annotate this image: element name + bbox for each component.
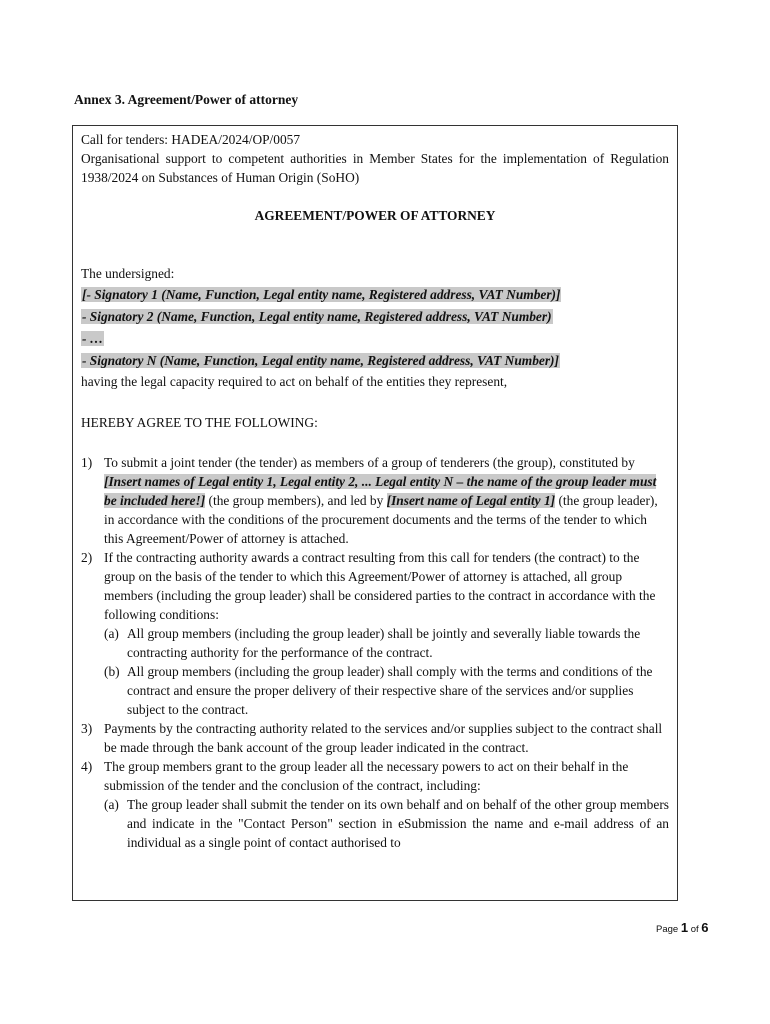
term-2b-text: All group members (including the group leader) shall comply with the terms and conditions of the contract and ensure the proper delivery of their respective share of the services and/or supplies subject to the contract.: [127, 664, 653, 717]
total-pages: 6: [701, 920, 709, 935]
of-word: of: [690, 924, 699, 935]
agreement-clause-heading: HEREBY AGREE TO THE FOLLOWING:: [81, 415, 318, 430]
call-subject: Organisational support to competent authorities in Member States for the implementation of Regulation 1938/2024 on Substances of Human Origin (SoHO): [81, 151, 669, 185]
term-number: 2): [81, 550, 93, 565]
agreement-title: AGREEMENT/POWER OF ATTORNEY: [254, 208, 496, 223]
call-reference: Call for tenders: HADEA/2024/OP/0057: [81, 132, 301, 147]
term-4a-text: The group leader shall submit the tender on its own behalf and on behalf of the other group members and indicate in the "Contact Person" section in eSubmission the name and e-mail address of an individual as a single point of contact authorised to: [127, 797, 669, 850]
signatory-1-placeholder: [- Signatory 1 (Name, Function, Legal entity name, Registered address, VAT Number)]: [82, 287, 561, 302]
term-2: [81, 548, 669, 719]
term-number: 1): [81, 455, 93, 470]
term-2-text: If the contracting authority awards a contract resulting from this call for tenders (the contract) to the group on the basis of the tender to which this Agreement/Power of attorney is attached, all group members (including the group leader) shall be considered parties to the contract in accordance with the following conditions:: [104, 550, 656, 622]
term-4: [81, 757, 669, 852]
term-number: 4): [81, 759, 93, 774]
signatory-n: [81, 350, 669, 372]
term-1: [81, 453, 669, 548]
term-1-text-c: (the group leader), in accordance with the conditions of the procurement documents and the terms of the tender to which this Agreement/Power of attorney is attached.: [104, 493, 658, 546]
term-1-text-b: (the group members), and led by: [205, 493, 387, 508]
agreement-box: [72, 125, 678, 901]
term-number: 3): [81, 721, 93, 736]
signatory-1: [81, 284, 669, 306]
term-4a: [104, 795, 669, 852]
term-3: [81, 719, 669, 757]
term-2a: [104, 624, 669, 662]
page-heading: Annex 3. Agreement/Power of attorney: [74, 92, 299, 107]
term-4-sublist: [104, 795, 669, 852]
page-word: Page: [656, 924, 679, 935]
signatory-n-placeholder: - Signatory N (Name, Function, Legal entity name, Registered address, VAT Number)]: [82, 353, 559, 368]
signatory-ellipsis: [81, 328, 669, 350]
undersigned-label: The undersigned:: [81, 266, 175, 281]
term-1-text-a: To submit a joint tender (the tender) as members of a group of tenderers (the group), constituted by: [104, 455, 635, 470]
subterm-label: (a): [104, 626, 119, 641]
term-4-text: The group members grant to the group leader all the necessary powers to act on their behalf in the submission of the tender and the conclusion of the contract, including:: [104, 759, 629, 793]
term-2-sublist: [104, 624, 669, 719]
subterm-label: (a): [104, 797, 119, 812]
term-2b: [104, 662, 669, 719]
group-leader-placeholder: [Insert name of Legal entity 1]: [386, 493, 556, 508]
term-3-text: Payments by the contracting authority related to the services and/or supplies subject to the contract shall be made through the bank account of the group leader indicated in the contract.: [104, 721, 663, 755]
legal-capacity-text: having the legal capacity required to act on behalf of the entities they represent,: [81, 374, 508, 389]
current-page: 1: [680, 920, 689, 935]
signatory-ellipsis-placeholder: - …: [82, 331, 104, 346]
terms-list: [81, 453, 669, 852]
group-members-placeholder: [Insert names of Legal entity 1, Legal entity 2, ... Legal entity N – the name of the group leader must be included here!]: [104, 474, 657, 508]
signatory-2: [81, 306, 669, 328]
term-2a-text: All group members (including the group leader) shall be jointly and severally liable towards the contracting authority for the performance of the contract.: [127, 626, 641, 660]
page-number: [656, 920, 709, 935]
signatory-2-placeholder: - Signatory 2 (Name, Function, Legal entity name, Registered address, VAT Number): [82, 309, 552, 324]
subterm-label: (b): [104, 664, 120, 679]
